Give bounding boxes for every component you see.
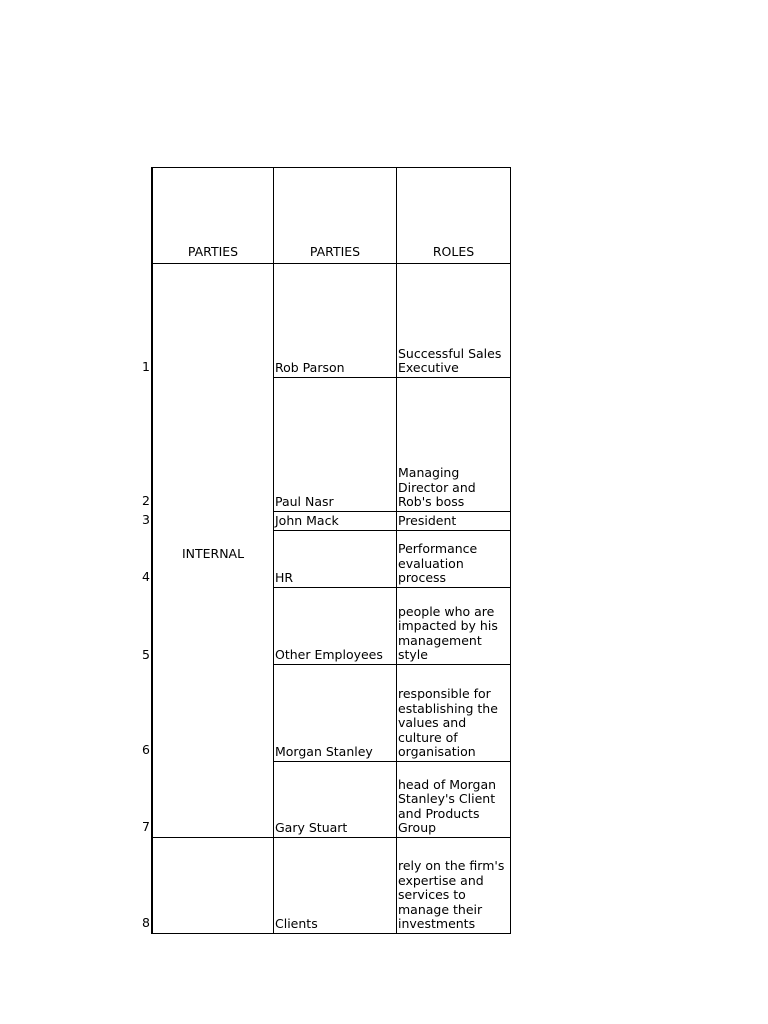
party-name: John Mack bbox=[275, 513, 339, 529]
role-cell bbox=[396, 664, 511, 762]
party-cell bbox=[273, 837, 397, 934]
role-cell bbox=[396, 377, 511, 512]
row-number: 6 bbox=[142, 742, 150, 757]
header-parties bbox=[273, 167, 397, 264]
party-name: Morgan Stanley bbox=[275, 744, 373, 760]
party-cell bbox=[273, 263, 397, 378]
row-number: 7 bbox=[142, 819, 150, 834]
row-number: 3 bbox=[142, 512, 150, 527]
role-text: responsible for establishing the values and culture of organisation bbox=[398, 686, 498, 760]
role-cell bbox=[396, 511, 511, 531]
group-internal bbox=[151, 263, 274, 838]
role-text: Successful Sales Executive bbox=[398, 345, 502, 376]
party-name: Other Employees bbox=[275, 647, 383, 663]
role-cell bbox=[396, 587, 511, 665]
group-label: INTERNAL bbox=[181, 546, 245, 562]
party-name: Gary Stuart bbox=[275, 820, 348, 836]
header-label: ROLES bbox=[432, 244, 475, 260]
row-number: 4 bbox=[142, 569, 150, 584]
party-cell bbox=[273, 761, 397, 838]
party-name: Paul Nasr bbox=[275, 494, 334, 510]
role-text: President bbox=[398, 513, 457, 529]
row-number: 1 bbox=[142, 359, 150, 374]
party-cell bbox=[273, 664, 397, 762]
role-cell bbox=[396, 530, 511, 588]
party-cell bbox=[273, 530, 397, 588]
role-cell bbox=[396, 263, 511, 378]
party-cell bbox=[273, 587, 397, 665]
header-label: PARTIES bbox=[309, 244, 361, 260]
role-text: Managing Director and Rob's boss bbox=[398, 465, 476, 510]
group-external bbox=[151, 837, 274, 934]
party-name: HR bbox=[275, 570, 294, 586]
role-text: Performance evaluation process bbox=[398, 541, 478, 586]
row-number: 2 bbox=[142, 493, 150, 508]
party-cell bbox=[273, 511, 397, 531]
role-cell bbox=[396, 837, 511, 934]
header-roles bbox=[396, 167, 511, 264]
party-name: Rob Parson bbox=[275, 360, 345, 376]
role-text: head of Morgan Stanley's Client and Products Group bbox=[398, 776, 497, 836]
party-name: Clients bbox=[275, 916, 318, 932]
header-label: PARTIES bbox=[187, 244, 239, 260]
role-cell bbox=[396, 761, 511, 838]
role-text: rely on the firm's expertise and services to manage their investments bbox=[398, 858, 505, 932]
role-text: people who are impacted by his management style bbox=[398, 603, 498, 663]
party-cell bbox=[273, 377, 397, 512]
row-number: 8 bbox=[142, 915, 150, 930]
header-parties-group bbox=[151, 167, 274, 264]
row-number: 5 bbox=[142, 647, 150, 662]
